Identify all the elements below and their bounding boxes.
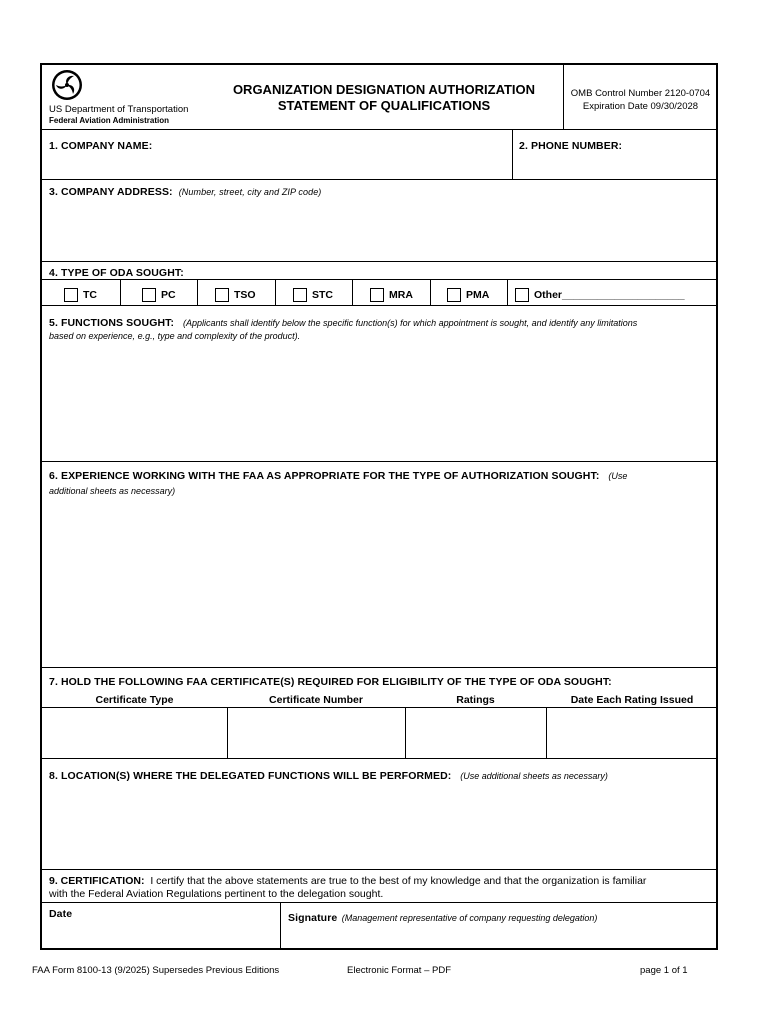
company-address-label — [49, 186, 321, 198]
company-address-title: 3. COMPANY ADDRESS: — [49, 186, 173, 198]
ratings-field[interactable] — [406, 708, 546, 758]
agency-name: Federal Aviation Administration — [49, 116, 170, 125]
checkbox-mra[interactable] — [370, 288, 384, 302]
certificate-number-field[interactable] — [228, 708, 405, 758]
option-label-stc: STC — [312, 289, 333, 301]
divider — [197, 279, 198, 305]
option-label-tc: TC — [83, 289, 97, 301]
experience-field[interactable] — [42, 495, 718, 667]
locations-note: (Use additional sheets as necessary) — [460, 771, 608, 781]
phone-number-field[interactable] — [513, 129, 718, 179]
company-name-field[interactable] — [42, 129, 512, 179]
divider — [120, 279, 121, 305]
col-date-each-rating: Date Each Rating Issued — [570, 694, 694, 706]
col-certificate-number: Certificate Number — [269, 694, 363, 706]
functions-sought-label — [49, 316, 713, 342]
experience-note-1: (Use — [608, 471, 628, 481]
divider — [507, 279, 508, 305]
locations-field[interactable] — [42, 781, 718, 869]
company-name-label: 1. COMPANY NAME: — [49, 140, 153, 152]
divider — [275, 279, 276, 305]
signature-note: (Management representative of company requesting delegation) — [341, 913, 598, 923]
certificates-label: 7. HOLD THE FOLLOWING FAA CERTIFICATE(S) REQUIRED FOR ELIGIBILITY OF THE TYPE OF ODA SOUGHT: — [49, 676, 612, 688]
divider — [42, 758, 716, 759]
option-label-tso: TSO — [234, 289, 256, 301]
date-rating-issued-field[interactable] — [547, 708, 718, 758]
footer-form-number: FAA Form 8100-13 (9/2025) Supersedes Previous Editions — [32, 965, 280, 976]
option-label-mra: MRA — [389, 289, 413, 301]
option-label-pma: PMA — [466, 289, 490, 301]
divider — [430, 279, 431, 305]
col-certificate-type: Certificate Type — [95, 694, 174, 706]
option-label-pc: PC — [161, 289, 176, 301]
checkbox-pma[interactable] — [447, 288, 461, 302]
company-address-field[interactable] — [42, 199, 718, 261]
date-label: Date — [49, 908, 73, 920]
experience-title: 6. EXPERIENCE WORKING WITH THE FAA AS APPROPRIATE FOR THE TYPE OF AUTHORIZATION SOUGHT: — [49, 470, 600, 482]
checkbox-tso[interactable] — [215, 288, 229, 302]
divider — [42, 261, 716, 262]
certification-block — [49, 875, 713, 901]
expiration-date: Expiration Date 09/30/2028 — [582, 101, 699, 112]
oda-type-label: 4. TYPE OF ODA SOUGHT: — [49, 267, 184, 279]
functions-title: 5. FUNCTIONS SOUGHT: — [49, 317, 175, 329]
company-address-note: (Number, street, city and ZIP code) — [178, 187, 322, 197]
divider — [352, 279, 353, 305]
checkbox-pc[interactable] — [142, 288, 156, 302]
col-ratings: Ratings — [456, 694, 495, 706]
certificate-type-field[interactable] — [42, 708, 227, 758]
signature-field[interactable] — [281, 921, 718, 950]
phone-number-label: 2. PHONE NUMBER: — [519, 140, 623, 152]
locations-title: 8. LOCATION(S) WHERE THE DELEGATED FUNCTIONS WILL BE PERFORMED: — [49, 770, 452, 782]
checkbox-other[interactable] — [515, 288, 529, 302]
checkbox-tc[interactable] — [64, 288, 78, 302]
dot-logo-icon — [51, 69, 83, 101]
certification-text-1: I certify that the above statements are true to the best of my knowledge and that the organization is familiar — [150, 875, 647, 887]
divider — [42, 461, 716, 462]
form-title-line2: STATEMENT OF QUALIFICATIONS — [277, 98, 491, 113]
experience-note-2: additional sheets as necessary) — [49, 486, 176, 496]
divider — [42, 179, 716, 180]
signature-title: Signature — [288, 912, 338, 924]
functions-sought-field[interactable] — [42, 341, 718, 461]
functions-note-1: (Applicants shall identify below the specific function(s) for which appointment is sought, and identify any limitations — [182, 318, 638, 328]
form-title-line1: ORGANIZATION DESIGNATION AUTHORIZATION — [232, 82, 536, 97]
divider — [42, 667, 716, 668]
checkbox-stc[interactable] — [293, 288, 307, 302]
footer-format: Electronic Format – PDF — [347, 965, 451, 976]
dept-name: US Department of Transportation — [49, 104, 189, 115]
divider — [42, 305, 716, 306]
divider — [42, 869, 716, 870]
option-label-other: Other_____________________ — [534, 289, 685, 301]
date-field[interactable] — [42, 903, 280, 950]
experience-label — [49, 468, 713, 498]
divider — [42, 279, 716, 280]
certification-text-2: with the Federal Aviation Regulations pertinent to the delegation sought. — [49, 888, 384, 900]
certification-title: 9. CERTIFICATION: — [49, 875, 145, 887]
footer-page: page 1 of 1 — [640, 965, 688, 976]
omb-number: OMB Control Number 2120-0704 — [570, 88, 711, 99]
form-frame — [40, 63, 718, 950]
functions-note-2: based on experience, e.g., type and complexity of the product). — [49, 331, 301, 341]
